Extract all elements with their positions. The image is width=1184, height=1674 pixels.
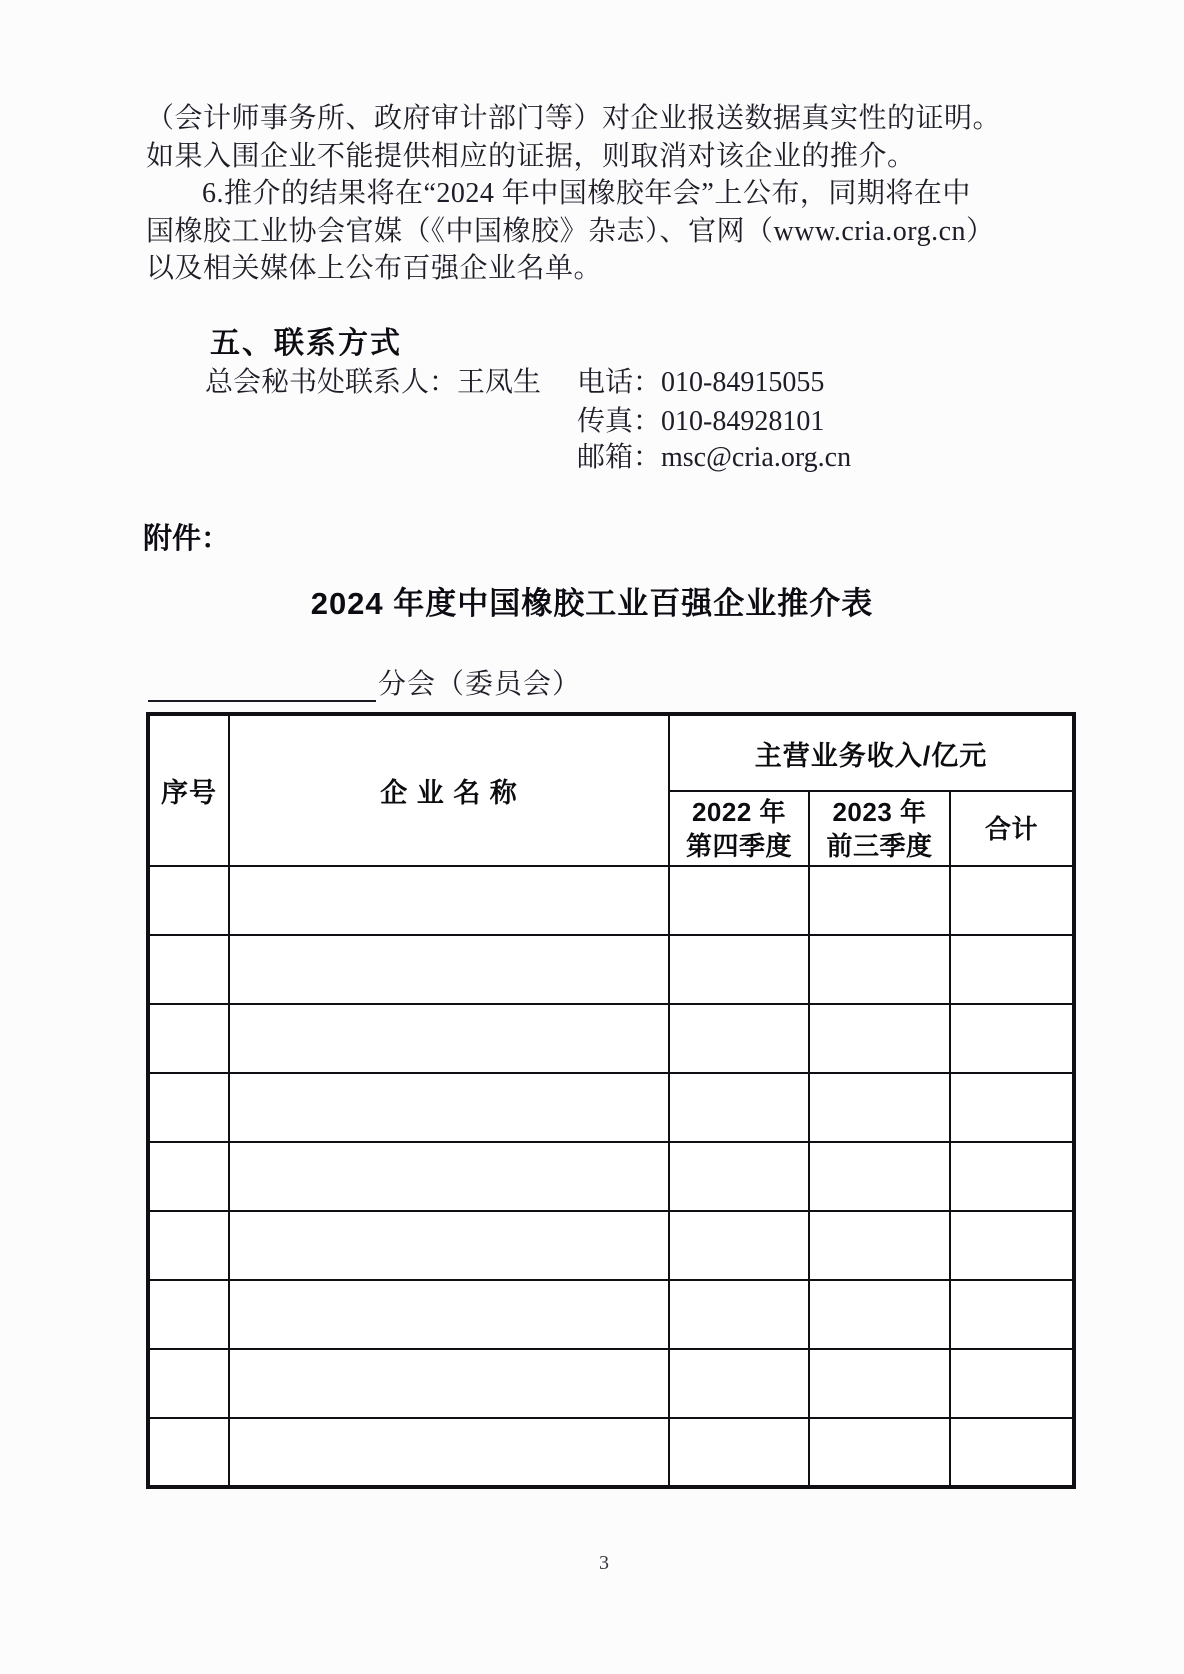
empty-form-cell bbox=[669, 1280, 809, 1349]
empty-form-cell bbox=[669, 1142, 809, 1211]
paragraph-line: 如果入围企业不能提供相应的证据，则取消对该企业的推介。 bbox=[146, 140, 916, 172]
empty-form-cell bbox=[809, 1004, 950, 1073]
contact-person: 总会秘书处联系人：王凤生 bbox=[205, 367, 542, 398]
empty-form-cell bbox=[148, 1211, 229, 1280]
empty-form-cell bbox=[148, 1280, 229, 1349]
empty-form-cell bbox=[148, 866, 229, 935]
empty-form-cell bbox=[669, 1073, 809, 1142]
empty-form-cell bbox=[669, 1004, 809, 1073]
empty-form-cell bbox=[229, 1280, 669, 1349]
empty-form-cell bbox=[148, 1349, 229, 1418]
empty-form-cell bbox=[809, 1073, 950, 1142]
empty-form-row bbox=[148, 1142, 1074, 1211]
empty-form-row bbox=[148, 1004, 1074, 1073]
empty-form-cell bbox=[669, 1211, 809, 1280]
header-serial-number: 序号 bbox=[148, 714, 229, 866]
paragraph-line: 以及相关媒体上公布百强企业名单。 bbox=[146, 253, 603, 284]
empty-form-cell bbox=[148, 1073, 229, 1142]
paragraph-line: （会计师事务所、政府审计部门等）对企业报送数据真实性的证明。 bbox=[146, 103, 1002, 134]
header-total: 合计 bbox=[950, 791, 1074, 866]
intro-paragraph bbox=[146, 100, 1026, 288]
attachment-label: 附件： bbox=[143, 523, 231, 555]
contact-fax: 传真：010-84928101 bbox=[577, 406, 825, 437]
header-2023-q123-line1: 2023 年 bbox=[832, 796, 927, 827]
page-number: 3 bbox=[599, 1552, 609, 1574]
header-2022-q4 bbox=[669, 791, 809, 866]
empty-form-cell bbox=[669, 866, 809, 935]
table-header-row-1 bbox=[148, 714, 1074, 791]
empty-form-row bbox=[148, 1280, 1074, 1349]
contact-email: 邮箱：msc@cria.org.cn bbox=[577, 442, 852, 473]
empty-form-row bbox=[148, 866, 1074, 935]
empty-form-cell bbox=[950, 935, 1074, 1004]
empty-form-cell bbox=[809, 866, 950, 935]
empty-form-cell bbox=[669, 935, 809, 1004]
recommendation-form-table bbox=[146, 712, 1076, 1489]
empty-form-cell bbox=[148, 1142, 229, 1211]
empty-form-cell bbox=[950, 1211, 1074, 1280]
empty-form-row bbox=[148, 935, 1074, 1004]
paragraph-line: 6.推介的结果将在“2024 年中国橡胶年会”上公布，同期将在中 bbox=[202, 178, 971, 209]
header-company-name: 企 业 名 称 bbox=[229, 714, 669, 866]
form-table-body bbox=[148, 866, 1074, 1487]
empty-form-cell bbox=[809, 1280, 950, 1349]
empty-form-cell bbox=[950, 866, 1074, 935]
header-2023-q123 bbox=[809, 791, 950, 866]
empty-form-cell bbox=[950, 1142, 1074, 1211]
empty-form-cell bbox=[669, 1418, 809, 1487]
branch-label: 分会（委员会） bbox=[378, 669, 582, 700]
header-2022-q4-line1: 2022 年 bbox=[691, 796, 787, 827]
empty-form-cell bbox=[950, 1418, 1074, 1487]
empty-form-cell bbox=[809, 1142, 950, 1211]
empty-form-cell bbox=[229, 1349, 669, 1418]
empty-form-cell bbox=[809, 1349, 950, 1418]
empty-form-row bbox=[148, 1418, 1074, 1487]
empty-form-cell bbox=[229, 1004, 669, 1073]
branch-blank-underline bbox=[148, 666, 376, 702]
empty-form-cell bbox=[950, 1280, 1074, 1349]
header-2023-q123-line2: 前三季度 bbox=[826, 830, 933, 861]
header-revenue-group: 主营业务收入/亿元 bbox=[669, 714, 1074, 791]
paragraph-line: 国橡胶工业协会官媒（《中国橡胶》杂志）、官网（www.cria.org.cn） bbox=[146, 215, 995, 247]
empty-form-cell bbox=[950, 1004, 1074, 1073]
empty-form-row bbox=[148, 1211, 1074, 1280]
empty-form-cell bbox=[809, 1211, 950, 1280]
empty-form-cell bbox=[950, 1349, 1074, 1418]
empty-form-cell bbox=[809, 935, 950, 1004]
empty-form-cell bbox=[229, 1211, 669, 1280]
empty-form-cell bbox=[148, 1004, 229, 1073]
header-2022-q4-line2: 第四季度 bbox=[685, 830, 792, 861]
branch-line bbox=[148, 664, 848, 702]
empty-form-cell bbox=[229, 1142, 669, 1211]
contact-section-heading: 五、联系方式 bbox=[210, 327, 402, 360]
form-title: 2024 年度中国橡胶工业百强企业推介表 bbox=[310, 586, 874, 621]
empty-form-cell bbox=[229, 866, 669, 935]
empty-form-cell bbox=[950, 1073, 1074, 1142]
empty-form-cell bbox=[148, 1418, 229, 1487]
empty-form-cell bbox=[229, 1418, 669, 1487]
empty-form-cell bbox=[809, 1418, 950, 1487]
empty-form-cell bbox=[148, 935, 229, 1004]
empty-form-row bbox=[148, 1349, 1074, 1418]
empty-form-row bbox=[148, 1073, 1074, 1142]
empty-form-cell bbox=[229, 1073, 669, 1142]
contact-phone: 电话：010-84915055 bbox=[577, 367, 825, 398]
empty-form-cell bbox=[229, 935, 669, 1004]
empty-form-cell bbox=[669, 1349, 809, 1418]
